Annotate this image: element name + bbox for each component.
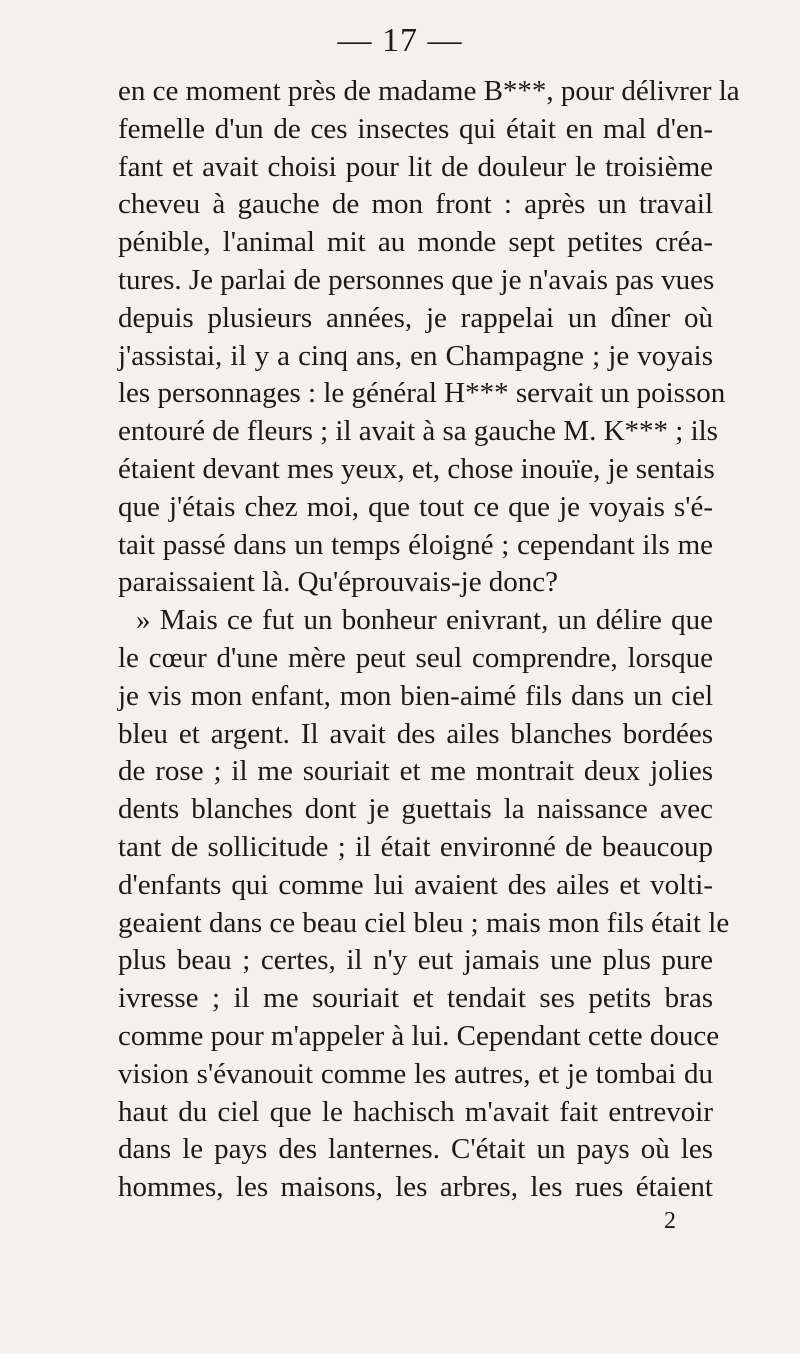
text-line: fant et avait choisi pour lit de douleur le troisième — [118, 151, 713, 183]
text-line: cheveu à gauche de mon front : après un travail — [118, 188, 713, 220]
text-line: paraissaient là. Qu'éprouvais-je donc? — [118, 566, 559, 598]
text-line: vision s'évanouit comme les autres, et je tombai du — [118, 1058, 713, 1090]
page-number-header: — 17 — — [337, 22, 463, 59]
text-line: d'enfants qui comme lui avaient des ailes et volti- — [118, 869, 713, 901]
text-line: dents blanches dont je guettais la naissance avec — [118, 793, 713, 825]
text-line: étaient devant mes yeux, et, chose inouïe, je sentais — [118, 453, 715, 485]
text-line: que j'étais chez moi, que tout ce que je voyais s'é- — [118, 491, 713, 523]
text-line: haut du ciel que le hachisch m'avait fait entrevoir — [118, 1096, 713, 1128]
text-line: tures. Je parlai de personnes que je n'avais pas vues — [118, 264, 715, 296]
text-line: le cœur d'une mère peut seul comprendre, lorsque — [118, 642, 713, 674]
text-line: tait passé dans un temps éloigné ; cependant ils me — [118, 529, 713, 561]
text-line: comme pour m'appeler à lui. Cependant cette douce — [118, 1020, 720, 1052]
text-line: depuis plusieurs années, je rappelai un dîner où — [118, 302, 713, 334]
text-line: ivresse ; il me souriait et tendait ses petits bras — [118, 982, 713, 1014]
text-line: je vis mon enfant, mon bien-aimé fils dans un ciel — [118, 680, 713, 712]
text-line: en ce moment près de madame B***, pour délivrer la — [118, 75, 740, 107]
signature-mark: 2 — [664, 1208, 676, 1234]
text-line: femelle d'un de ces insectes qui était en mal d'en- — [118, 113, 713, 145]
text-line: j'assistai, il y a cinq ans, en Champagne ; je voyais — [118, 340, 713, 372]
text-line: tant de sollicitude ; il était environné de beaucoup — [118, 831, 713, 863]
text-line: de rose ; il me souriait et me montrait deux jolies — [118, 755, 713, 787]
text-line: » Mais ce fut un bonheur enivrant, un délire que — [136, 604, 713, 636]
text-line: entouré de fleurs ; il avait à sa gauche M. K*** ; ils — [118, 415, 718, 447]
text-line: geaient dans ce beau ciel bleu ; mais mon fils était le — [118, 907, 730, 939]
text-line: plus beau ; certes, il n'y eut jamais une plus pure — [118, 944, 713, 976]
text-line: hommes, les maisons, les arbres, les rues étaient — [118, 1171, 713, 1203]
text-line: dans le pays des lanternes. C'était un pays où les — [118, 1133, 713, 1165]
text-line: les personnages : le général H*** servait un poisson — [118, 377, 726, 409]
text-line: pénible, l'animal mit au monde sept petites créa- — [118, 226, 713, 258]
text-line: bleu et argent. Il avait des ailes blanches bordées — [118, 718, 713, 750]
